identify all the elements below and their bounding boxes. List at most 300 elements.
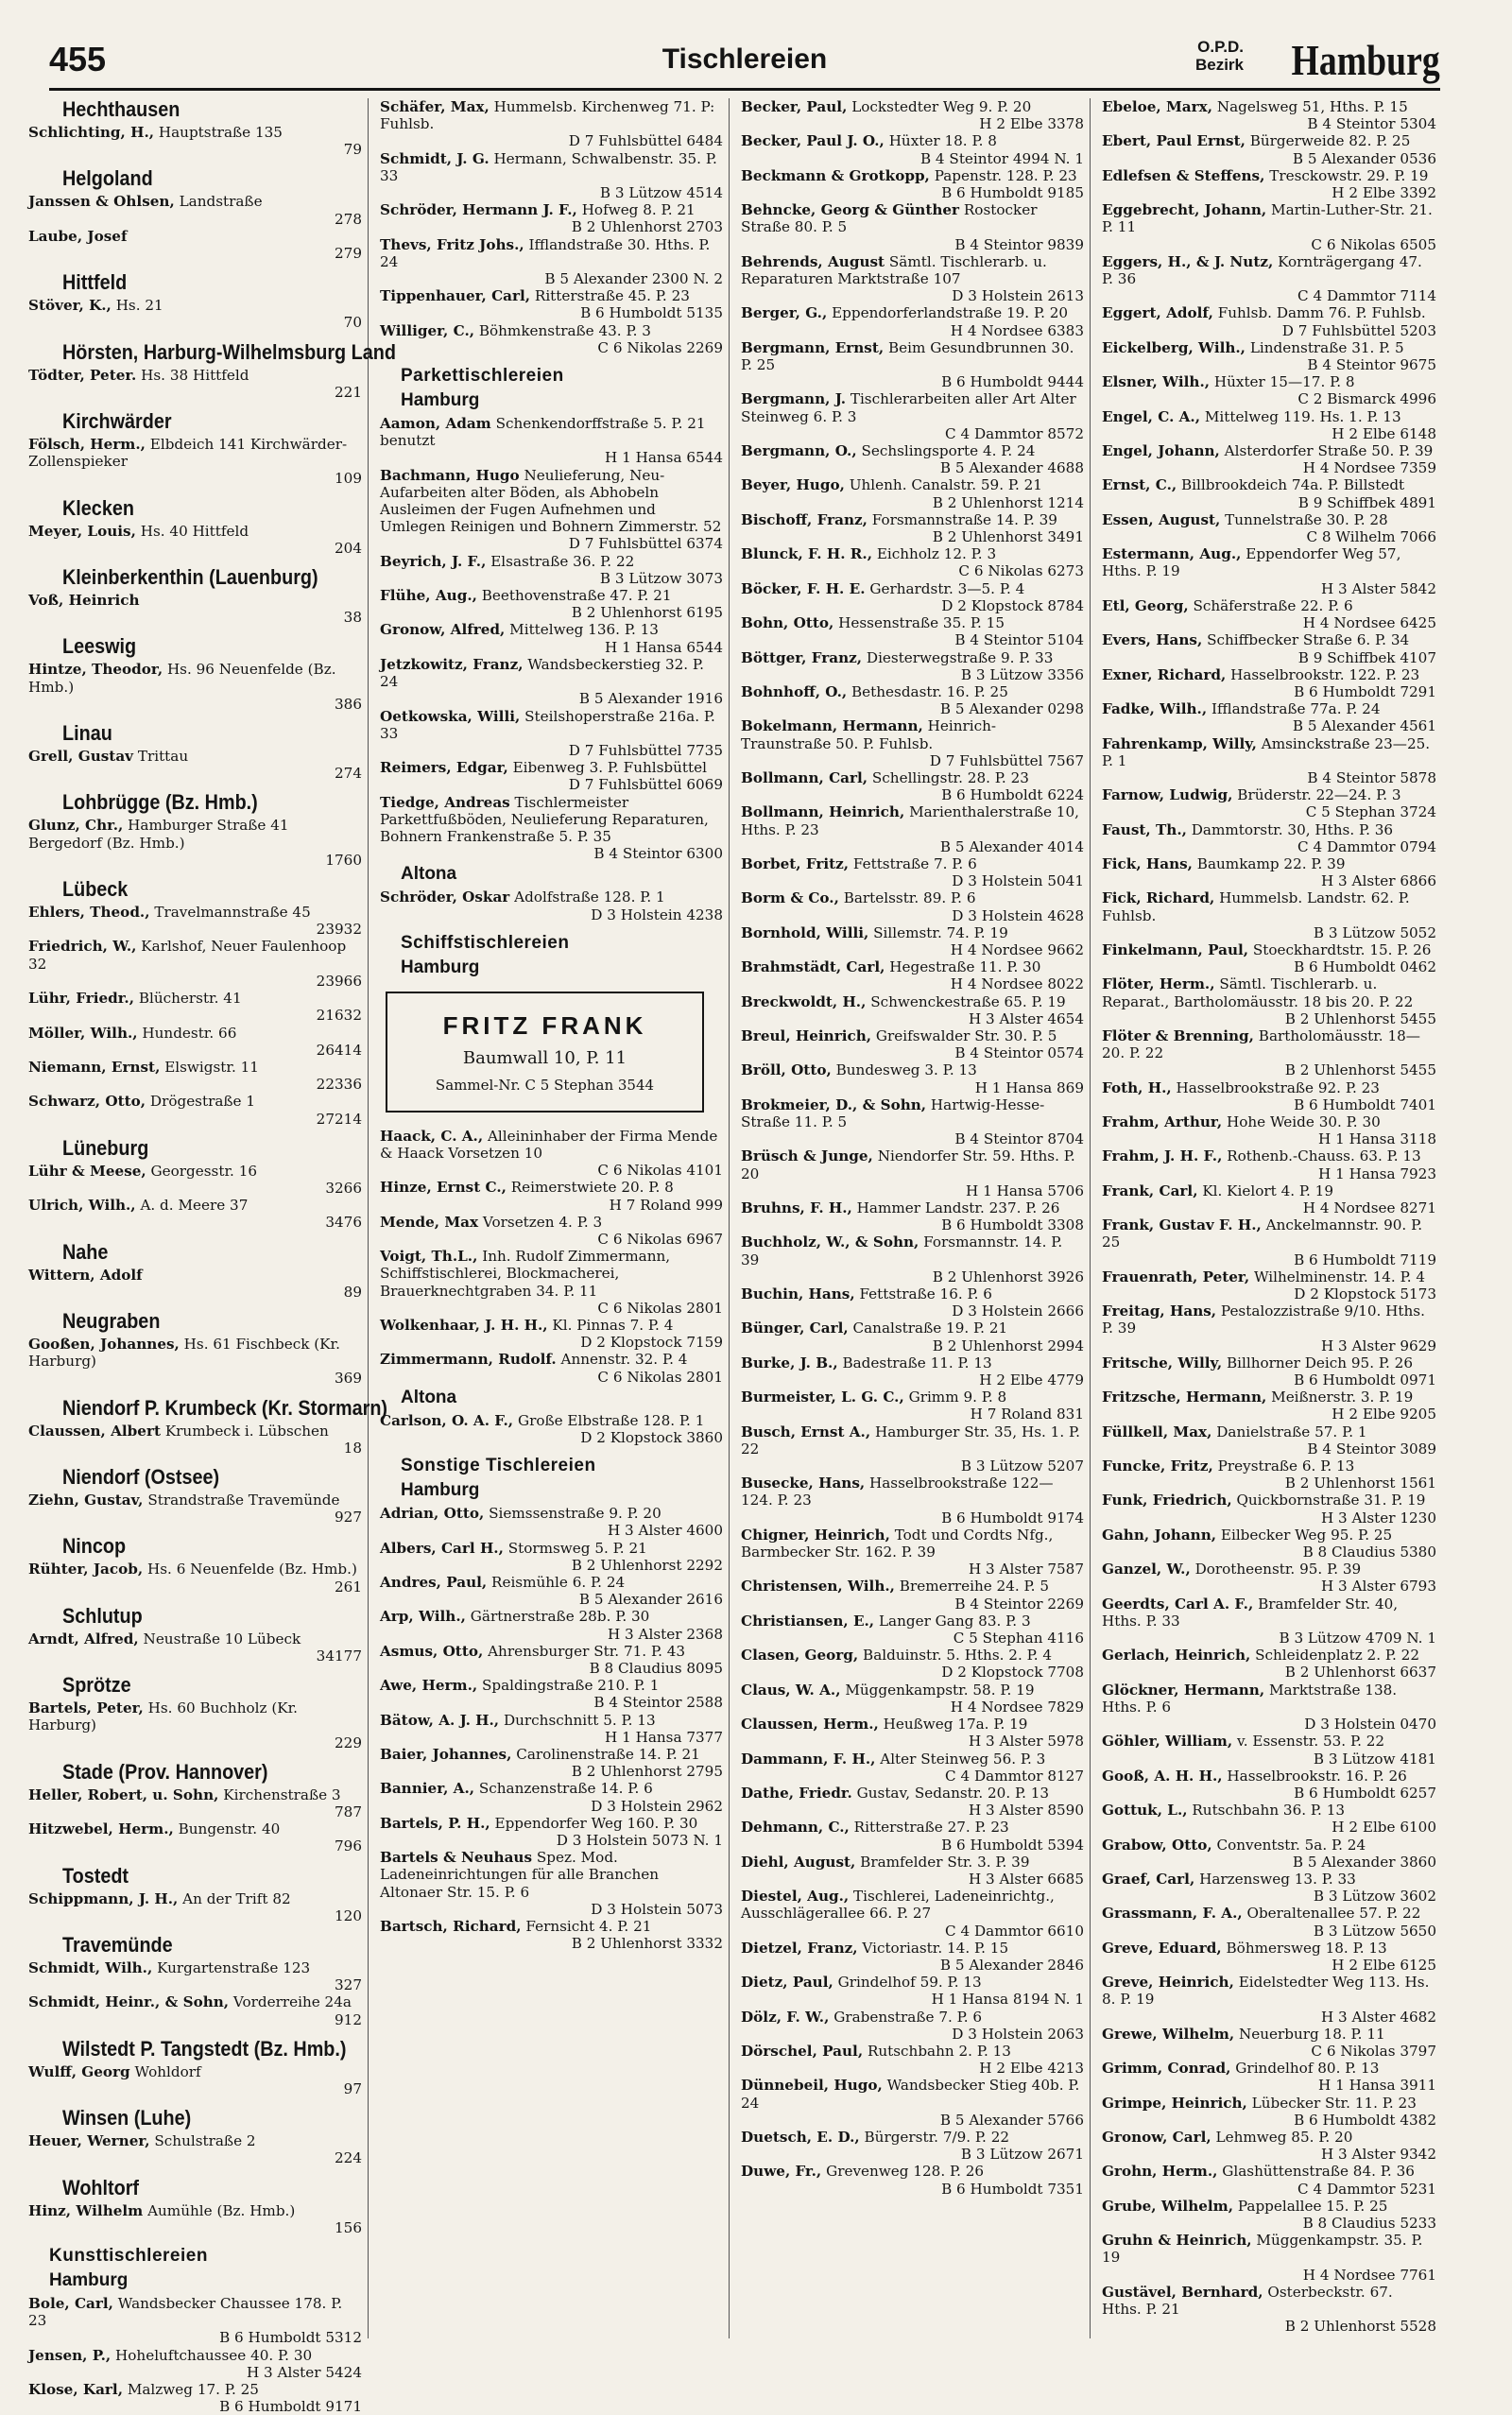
entry-address: Dammtorstr. 30, Hths. P. 36 <box>1191 820 1394 838</box>
directory-entry <box>741 2129 1084 2163</box>
entry-name: Arp, Wilh., <box>380 1608 466 1626</box>
entry-phone: 278 <box>335 210 362 228</box>
entry-name: Bartels, Peter, <box>28 1699 144 1717</box>
bezirk-label: Bezirk <box>1194 56 1244 74</box>
directory-entry <box>28 1336 362 1388</box>
entry-address: Tunnelstraße 30. P. 28 <box>1225 510 1388 528</box>
directory-entry <box>28 2202 362 2236</box>
directory-entry <box>380 1179 723 1213</box>
entry-name: Grimpe, Heinrich, <box>1102 2094 1247 2112</box>
entry-name: Gronow, Alfred, <box>380 621 506 639</box>
entry-phone: B 2 Uhlenhorst 3491 <box>932 528 1084 546</box>
entry-phone: C 6 Nikolas 6505 <box>1311 235 1436 253</box>
directory-entry <box>380 467 723 553</box>
entry-phone: B 2 Uhlenhorst 2994 <box>932 1337 1084 1354</box>
entry-name: Ernst, C., <box>1102 476 1177 494</box>
directory-entry <box>1102 597 1436 631</box>
place-heading: Lübeck <box>62 877 129 902</box>
entry-name: Williger, C., <box>380 321 475 339</box>
entry-phone: D 3 Holstein 5073 N. 1 <box>556 1832 723 1850</box>
entry-name: Friedrich, W., <box>28 938 137 956</box>
directory-entry <box>1102 700 1436 734</box>
entry-phone: B 2 Uhlenhorst 2795 <box>571 1763 723 1781</box>
entry-phone: B 2 Uhlenhorst 5528 <box>1284 2318 1436 2336</box>
directory-entry <box>741 476 1084 510</box>
entry-name: Gronow, Carl, <box>1102 2128 1211 2146</box>
entry-address: Marienthalerstraße 10, Hths. P. 23 <box>741 803 1079 838</box>
directory-entry <box>28 1561 362 1595</box>
entry-name: Glöckner, Hermann, <box>1102 1681 1265 1699</box>
entry-address: Landstraße <box>179 193 263 211</box>
entry-name: Bollmann, Heinrich, <box>741 803 905 821</box>
directory-entry <box>1102 855 1436 889</box>
entry-phone: 23966 <box>316 972 362 990</box>
entry-phone: C 8 Wilhelm 7066 <box>1306 528 1436 546</box>
entry-phone: D 3 Holstein 2613 <box>952 287 1084 305</box>
entry-address: Anckelmannstr. 90. P. 25 <box>1102 1216 1423 1251</box>
directory-entry <box>741 1096 1084 1148</box>
directory-entry <box>28 938 362 990</box>
entry-address: Hamburger Straße 41 Bergedorf (Bz. Hmb.) <box>28 817 289 852</box>
entry-phone: H 2 Elbe 3378 <box>979 115 1084 133</box>
entry-address: Alsterdorfer Straße 50. P. 39 <box>1224 442 1434 460</box>
entry-phone: B 5 Alexander 4561 <box>1292 717 1436 735</box>
directory-entry <box>741 580 1084 614</box>
entry-name: Essen, August, <box>1102 510 1221 528</box>
entry-name: Frahm, Arthur, <box>1102 1113 1223 1130</box>
column-4 <box>1102 98 1436 2338</box>
directory-entry <box>741 132 1084 166</box>
entry-name: Ehlers, Theod., <box>28 904 150 922</box>
column-2 <box>380 98 730 2338</box>
entry-address: Bürgerweide 82. P. 25 <box>1249 132 1411 150</box>
entry-address: Hs. 6 Neuenfelde (Bz. Hmb.) <box>147 1561 357 1578</box>
entry-name: Graef, Carl, <box>1102 1870 1195 1888</box>
directory-entry <box>741 769 1084 803</box>
directory-entry <box>1102 1216 1436 1268</box>
directory-entry <box>741 98 1084 132</box>
entry-address: Beim Gesundbrunnen 30. P. 25 <box>741 338 1074 374</box>
directory-entry <box>1102 2060 1436 2094</box>
entry-phone: 796 <box>335 1837 362 1855</box>
entry-phone: D 3 Holstein 2962 <box>591 1797 723 1815</box>
entry-name: Foth, H., <box>1102 1078 1172 1096</box>
entry-address: Sechslingsporte 4. P. 24 <box>861 442 1036 460</box>
entry-address: Rutschbahn 36. P. 13 <box>1192 1802 1346 1820</box>
entry-name: Ebert, Paul Ernst, <box>1102 132 1246 150</box>
entry-address: Eppendorferlandstraße 19. P. 20 <box>832 304 1069 322</box>
directory-entry <box>380 759 723 793</box>
entry-phone: 274 <box>335 765 362 783</box>
entry-address: Eppendorfer Weg 57, Hths. P. 19 <box>1102 545 1401 580</box>
directory-entry <box>1102 253 1436 305</box>
entry-address: Bramfelder Str. 3. P. 39 <box>860 1853 1030 1871</box>
entry-address: Wandsbecker Chaussee 178. P. 23 <box>28 2295 343 2330</box>
directory-entry <box>1102 1027 1436 1079</box>
entry-address: Eibenweg 3. P. Fuhlsbüttel <box>512 759 707 777</box>
entry-address: Hundestr. 66 <box>142 1024 237 1042</box>
entry-name: Chigner, Heinrich, <box>741 1526 890 1544</box>
entry-name: Gottuk, L., <box>1102 1802 1188 1820</box>
entry-phone: 26414 <box>316 1041 362 1059</box>
directory-entry <box>741 1888 1084 1940</box>
entry-name: Schlichting, H., <box>28 124 155 141</box>
entry-address: Carolinenstraße 14. P. 21 <box>516 1746 700 1764</box>
directory-entry <box>741 1199 1084 1233</box>
directory-entry <box>741 649 1084 683</box>
directory-entry <box>380 1608 723 1642</box>
entry-phone: C 6 Nikolas 2269 <box>597 338 723 356</box>
entry-name: Eggert, Adolf, <box>1102 304 1213 322</box>
directory-entry <box>1102 1079 1436 1113</box>
place-heading: Hittfeld <box>62 270 128 295</box>
entry-address: Baumkamp 22. P. 39 <box>1196 854 1346 872</box>
entry-address: Fettstraße 7. P. 6 <box>852 854 977 872</box>
ad-company-name: FRITZ FRANK <box>442 1010 647 1040</box>
directory-entry <box>380 1815 723 1849</box>
entry-address: Stoeckhardtstr. 15. P. 26 <box>1252 940 1432 958</box>
entry-address: Niendorfer Str. 59. Hths. P. 20 <box>741 1147 1075 1182</box>
entry-name: Brahmstädt, Carl, <box>741 958 885 976</box>
directory-entry <box>1102 2095 1436 2129</box>
place-heading: Niendorf P. Krumbeck (Kr. Stormarn) <box>62 1395 388 1420</box>
entry-name: Bischoff, Franz, <box>741 510 868 528</box>
section-title: Tischlereien <box>662 43 828 75</box>
entry-name: Estermann, Aug., <box>1102 545 1242 563</box>
directory-entry <box>741 339 1084 391</box>
directory-entry <box>28 661 362 713</box>
entry-address: Oberaltenallee 57. P. 22 <box>1246 1905 1421 1923</box>
place-heading: Lohbrügge (Bz. Hmb.) <box>62 790 258 815</box>
directory-entry <box>28 1423 362 1457</box>
entry-phone: H 3 Alster 6866 <box>1320 872 1436 890</box>
entry-phone: B 5 Alexander 2846 <box>939 1956 1084 1974</box>
entry-phone: B 2 Uhlenhorst 5455 <box>1284 1009 1436 1027</box>
entry-phone: H 3 Alster 4600 <box>607 1522 723 1540</box>
place-heading: Leeswig <box>62 634 137 659</box>
directory-entry <box>380 587 723 621</box>
entry-phone: C 4 Dammtor 0794 <box>1297 837 1436 855</box>
entry-phone: H 4 Nordsee 7359 <box>1302 459 1436 477</box>
entry-phone: C 6 Nikolas 6967 <box>597 1230 723 1248</box>
entry-name: Gahn, Johann, <box>1102 1526 1217 1544</box>
entry-address: Sämtl. Tischlerarb. u. Reparat., Bartholomäusstr. 18 bis 20. P. 22 <box>1102 975 1414 1010</box>
entry-address: Schenkendorffstraße 5. P. 21 benutzt <box>380 415 706 450</box>
entry-address: Schwenckestraße 65. P. 19 <box>870 992 1066 1010</box>
entry-phone: B 4 Steintor 6300 <box>593 845 723 863</box>
entry-phone: H 1 Hansa 3118 <box>1318 1130 1436 1148</box>
place-heading: Sprötze <box>62 1673 131 1698</box>
entry-address: Vorsetzen 4. P. 3 <box>482 1213 603 1231</box>
entry-name: Lühr & Meese, <box>28 1162 146 1180</box>
entry-phone: B 6 Humboldt 7351 <box>941 2180 1084 2198</box>
entry-phone: B 6 Humboldt 0462 <box>1294 958 1436 976</box>
place-heading: Wilstedt P. Tangstedt (Bz. Hmb.) <box>62 2036 347 2061</box>
directory-entry <box>741 889 1084 923</box>
entry-phone: H 1 Hansa 5706 <box>966 1182 1084 1199</box>
entry-phone: B 2 Uhlenhorst 6195 <box>571 604 723 622</box>
directory-entry <box>28 1630 362 1665</box>
directory-entry <box>1102 631 1436 665</box>
directory-entry <box>1102 2026 1436 2060</box>
place-heading: Linau <box>62 721 112 746</box>
place-heading: Hörsten, Harburg-Wilhelmsburg Land <box>62 339 396 364</box>
entry-phone: H 7 Roland 999 <box>609 1196 723 1214</box>
entry-address: Hammer Landstr. 237. P. 26 <box>856 1199 1060 1216</box>
directory-entry <box>380 1317 723 1351</box>
entry-address: Grevenweg 128. P. 26 <box>826 2163 985 2181</box>
entry-address: Schellingstr. 28. P. 23 <box>871 768 1029 786</box>
entry-name: Schäfer, Max, <box>380 98 490 115</box>
entry-name: Bollmann, Carl, <box>741 768 868 786</box>
directory-entry <box>380 1746 723 1780</box>
entry-name: Albers, Carl H., <box>380 1539 504 1557</box>
entry-phone: 327 <box>335 1976 362 1994</box>
place-heading: Stade (Prov. Hannover) <box>62 1759 268 1784</box>
entry-address: Wandsbeckerstieg 32. P. 24 <box>380 655 704 691</box>
directory-entry <box>28 1163 362 1197</box>
entry-phone: B 6 Humboldt 9174 <box>941 1509 1084 1527</box>
entry-phone: H 3 Alster 4654 <box>968 1009 1084 1027</box>
entry-address: Harzensweg 13. P. 33 <box>1199 1870 1356 1888</box>
directory-entry <box>28 1059 362 1093</box>
entry-address: Große Elbstraße 128. P. 1 <box>517 1411 705 1429</box>
entry-address: Amsinckstraße 23—25. P. 1 <box>1102 734 1431 769</box>
entry-phone: D 7 Fuhlsbüttel 7735 <box>568 741 723 759</box>
directory-entry <box>1102 201 1436 253</box>
directory-entry <box>1102 1423 1436 1458</box>
entry-name: Flühe, Aug., <box>380 587 477 605</box>
directory-entry <box>380 708 723 760</box>
entry-name: Exner, Richard, <box>1102 665 1227 683</box>
entry-phone: B 4 Steintor 5878 <box>1307 768 1436 786</box>
entry-phone: B 5 Alexander 1916 <box>578 690 723 708</box>
directory-entry <box>380 1780 723 1814</box>
directory-entry <box>28 228 362 262</box>
entry-phone: 369 <box>335 1370 362 1388</box>
entry-phone: 120 <box>335 1906 362 1924</box>
directory-entry <box>28 2063 362 2097</box>
entry-address: Hofweg 8. P. 21 <box>581 201 696 219</box>
entry-phone: B 5 Alexander 4014 <box>939 837 1084 855</box>
entry-name: Adrian, Otto, <box>380 1505 485 1523</box>
entry-phone: B 2 Uhlenhorst 1561 <box>1284 1475 1436 1492</box>
entry-address: Kl. Pinnas 7. P. 4 <box>552 1316 674 1334</box>
entry-name: Evers, Hans, <box>1102 631 1203 649</box>
entry-phone: B 4 Steintor 9675 <box>1307 356 1436 374</box>
entry-phone: H 3 Alster 6685 <box>968 1870 1084 1888</box>
directory-entry <box>1102 1682 1436 1734</box>
entry-phone: B 2 Uhlenhorst 6637 <box>1284 1664 1436 1682</box>
directory-entry <box>380 1412 723 1446</box>
entry-address: Gärtnerstraße 28b. P. 30 <box>470 1608 650 1626</box>
directory-entry <box>1102 1974 1436 2026</box>
directory-entry <box>741 1527 1084 1578</box>
directory-entry <box>1102 1905 1436 1939</box>
entry-name: Voigt, Th.L., <box>380 1248 478 1266</box>
entry-address: An der Trift 82 <box>182 1889 291 1907</box>
entry-name: Göhler, William, <box>1102 1733 1233 1751</box>
entry-address: Tischlermeister Parkettfußböden, Neulieferung Reparaturen, Bohnern Frankenstraße 5. P. 35 <box>380 793 709 845</box>
entry-phone: H 3 Alster 8590 <box>968 1802 1084 1820</box>
entry-address: Hüxter 18. P. 8 <box>888 132 997 150</box>
entry-address: Hs. 38 Hittfeld <box>141 366 249 384</box>
entry-address: Osterbeckstr. 67. Hths. P. 21 <box>1102 2283 1393 2318</box>
entry-address: Hoheluftchaussee 40. P. 30 <box>115 2346 313 2364</box>
entry-address: Schäferstraße 22. P. 6 <box>1193 596 1353 614</box>
entry-address: Beethovenstraße 47. P. 21 <box>481 587 672 605</box>
entry-phone: 79 <box>343 141 362 159</box>
entry-phone: B 6 Humboldt 7401 <box>1294 1095 1436 1113</box>
section-heading: Sonstige Tischlereien <box>401 1456 596 1476</box>
directory-entry <box>380 415 723 467</box>
directory-entry <box>380 888 723 923</box>
entry-address: Fettstraße 16. P. 6 <box>859 1285 992 1303</box>
directory-entry <box>741 924 1084 958</box>
directory-entry <box>380 794 723 863</box>
entry-name: Schröder, Hermann J. F., <box>380 201 577 219</box>
entry-name: Brüsch & Junge, <box>741 1147 873 1165</box>
entry-name: Grube, Wilhelm, <box>1102 2197 1234 2215</box>
entry-name: Tippenhauer, Carl, <box>380 287 531 305</box>
entry-phone: C 6 Nikolas 4101 <box>597 1162 723 1180</box>
entry-address: Tischlerei, Ladeneinrichtg., Ausschlägerallee 66. P. 27 <box>741 1888 1055 1923</box>
entry-name: Bartsch, Richard, <box>380 1918 522 1936</box>
entry-phone: C 4 Dammtor 5231 <box>1297 2180 1436 2198</box>
entry-phone: 927 <box>335 1509 362 1527</box>
entry-name: Hintze, Theodor, <box>28 661 163 679</box>
entry-address: Hs. 96 Neuenfelde (Bz. Hmb.) <box>28 661 336 696</box>
directory-entry <box>28 367 362 401</box>
directory-entry <box>1102 1768 1436 1802</box>
entry-name: Greve, Eduard, <box>1102 1939 1222 1957</box>
entry-phone: D 7 Fuhlsbüttel 6374 <box>568 535 723 553</box>
entry-name: Schmidt, Heinr., & Sohn, <box>28 1993 230 2011</box>
entry-phone: B 6 Humboldt 4382 <box>1294 2111 1436 2129</box>
entry-name: Burke, J. B., <box>741 1354 838 1371</box>
entry-address: Billbrookdeich 74a. P. Billstedt <box>1180 476 1405 494</box>
entry-phone: D 3 Holstein 4628 <box>952 906 1084 924</box>
entry-address: v. Essenstr. 53. P. 22 <box>1236 1733 1385 1751</box>
entry-address: Elswigstr. 11 <box>164 1058 259 1076</box>
entry-name: Arndt, Alfred, <box>28 1630 139 1647</box>
entry-phone: B 3 Lützow 3356 <box>960 665 1084 683</box>
entry-name: Thevs, Fritz Johs., <box>380 235 524 253</box>
entry-address: Vorderreihe 24a <box>232 1993 352 2011</box>
entry-name: Frahm, J. H. F., <box>1102 1147 1223 1165</box>
entry-name: Schippmann, J. H., <box>28 1889 179 1907</box>
entry-phone: H 3 Alster 9342 <box>1320 2146 1436 2164</box>
entry-name: Heuer, Werner, <box>28 2132 150 2150</box>
entry-address: Hs. 21 <box>115 297 163 315</box>
directory-entry <box>1102 975 1436 1027</box>
entry-address: Grindelhof 59. P. 13 <box>837 1974 982 1992</box>
directory-entry <box>380 150 723 202</box>
entry-phone: D 3 Holstein 5073 <box>591 1900 723 1918</box>
entry-phone: B 2 Uhlenhorst 5455 <box>1284 1061 1436 1079</box>
entry-name: Buchholz, W., & Sohn, <box>741 1233 919 1251</box>
entry-address: Neuerburg 18. P. 11 <box>1238 2025 1385 2043</box>
directory-entry <box>741 1785 1084 1819</box>
column-3 <box>741 98 1091 2338</box>
directory-entry <box>28 124 362 158</box>
entry-address: Spez. Mod. Ladeneinrichtungen für alle Branchen Altonaer Str. 15. P. 6 <box>380 1849 660 1901</box>
entry-address: Trittau <box>137 748 189 766</box>
entry-name: Wolkenhaar, J. H. H., <box>380 1316 548 1334</box>
entry-name: Bokelmann, Hermann, <box>741 717 923 735</box>
directory-entry <box>741 993 1084 1027</box>
entry-phone: B 9 Schiffbek 4891 <box>1297 493 1436 511</box>
entry-name: Zimmermann, Rudolf. <box>380 1351 557 1369</box>
directory-entry <box>28 1993 362 2027</box>
entry-address: Bethesdastr. 16. P. 25 <box>851 682 1008 700</box>
entry-name: Bartels & Neuhaus <box>380 1849 533 1867</box>
directory-columns <box>28 97 1436 2415</box>
entry-phone: H 3 Alster 1230 <box>1320 1509 1436 1527</box>
entry-phone: H 3 Alster 5978 <box>968 1733 1084 1751</box>
directory-entry <box>1102 1354 1436 1389</box>
directory-entry <box>741 683 1084 717</box>
directory-entry <box>380 1540 723 1574</box>
entry-address: Wilhelminenstr. 14. P. 4 <box>1253 1268 1426 1285</box>
entry-name: Funk, Friedrich, <box>1102 1492 1232 1509</box>
entry-name: Aamon, Adam <box>380 415 491 433</box>
entry-phone: C 4 Dammtor 8572 <box>945 424 1084 442</box>
entry-address: Travelmannstraße 45 <box>154 904 311 922</box>
entry-phone: H 2 Elbe 3392 <box>1332 184 1436 202</box>
entry-phone: B 6 Humboldt 5135 <box>580 304 723 322</box>
directory-entry <box>1102 2129 1436 2163</box>
section-heading: Kunsttischlereien <box>49 2246 208 2267</box>
entry-name: Ziehn, Gustav, <box>28 1491 144 1509</box>
entry-phone: D 3 Holstein 0470 <box>1304 1716 1436 1734</box>
entry-phone: B 2 Uhlenhorst 2292 <box>571 1556 723 1574</box>
city-heading: Hamburg <box>401 390 480 411</box>
entry-address: Canalstraße 19. P. 21 <box>852 1320 1008 1337</box>
entry-phone: 279 <box>335 245 362 263</box>
entry-address: Conventstr. 5a. P. 24 <box>1216 1836 1366 1854</box>
entry-name: Jetzkowitz, Franz, <box>380 655 524 673</box>
directory-entry <box>741 390 1084 442</box>
entry-address: Martin-Luther-Str. 21. P. 11 <box>1102 201 1433 236</box>
entry-phone: H 7 Roland 831 <box>970 1406 1084 1423</box>
directory-entry <box>1102 1940 1436 1974</box>
directory-entry <box>1102 511 1436 545</box>
entry-phone: B 8 Claudius 5380 <box>1302 1544 1436 1561</box>
entry-address: Elbdeich 141 Kirchwärder-Zollenspieker <box>28 436 348 471</box>
entry-phone: H 1 Hansa 8194 N. 1 <box>931 1991 1084 2009</box>
entry-phone: B 4 Steintor 5104 <box>954 631 1084 649</box>
entry-phone: D 7 Fuhlsbüttel 6484 <box>568 132 723 150</box>
directory-entry <box>28 523 362 557</box>
entry-phone: 97 <box>343 2080 362 2098</box>
directory-entry <box>28 592 362 626</box>
entry-phone: B 6 Humboldt 6257 <box>1294 1784 1436 1802</box>
entry-name: Möller, Wilh., <box>28 1024 138 1042</box>
entry-name: Frank, Gustav F. H., <box>1102 1216 1262 1234</box>
entry-address: Aumühle (Bz. Hmb.) <box>147 2201 296 2219</box>
entry-address: Hummelsb. Kirchenweg 71. P: Fuhlsb. <box>380 98 715 133</box>
section-heading: Schiffstischlereien <box>401 932 570 953</box>
entry-name: Diestel, Aug., <box>741 1888 850 1906</box>
entry-phone: H 1 Hansa 6544 <box>605 449 723 467</box>
entry-address: Bürgerstr. 7/9. P. 22 <box>864 2128 1010 2146</box>
entry-name: Behrends, August <box>741 252 885 270</box>
entry-phone: H 1 Hansa 7377 <box>605 1728 723 1746</box>
entry-name: Bohn, Otto, <box>741 614 834 632</box>
entry-phone: B 3 Lützow 5052 <box>1313 923 1436 941</box>
entry-name: Tödter, Peter. <box>28 366 137 384</box>
